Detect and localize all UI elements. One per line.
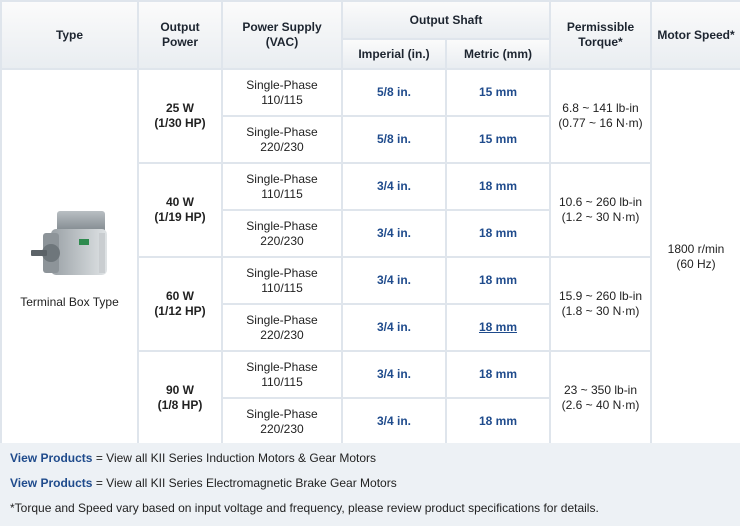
footer-row-brake: [10, 476, 397, 490]
imperial-cell: 3/4 in.: [342, 257, 446, 304]
supply-cell: Single-Phase 220/230: [222, 398, 342, 445]
header-power-supply: Power Supply (VAC): [222, 1, 342, 69]
metric-cell-link[interactable]: 18 mm: [446, 304, 550, 351]
footer: [0, 443, 740, 526]
torque-cell: 6.8 ~ 141 lb-in (0.77 ~ 16 N·m): [550, 69, 651, 163]
view-products-brake-link[interactable]: View Products: [10, 476, 93, 490]
power-cell-40w: 40 W (1/19 HP): [138, 163, 222, 257]
header-speed: Motor Speed*: [651, 1, 740, 69]
supply-cell: Single-Phase 220/230: [222, 304, 342, 351]
header-output-power: Output Power: [138, 1, 222, 69]
header-output-shaft: Output Shaft: [342, 1, 550, 39]
header-torque: Permissible Torque*: [550, 1, 651, 69]
supply-cell: Single-Phase 220/230: [222, 116, 342, 163]
supply-cell: Single-Phase 110/115: [222, 163, 342, 210]
footer-text: = View all KII Series Electromagnetic Brake Gear Motors: [92, 476, 397, 490]
torque-cell: 10.6 ~ 260 lb-in (1.2 ~ 30 N·m): [550, 163, 651, 257]
header-type: Type: [1, 1, 138, 69]
imperial-cell: 5/8 in.: [342, 116, 446, 163]
metric-cell: 15 mm: [446, 116, 550, 163]
imperial-cell: 3/4 in.: [342, 163, 446, 210]
imperial-cell: 3/4 in.: [342, 351, 446, 398]
imperial-cell: 3/4 in.: [342, 304, 446, 351]
speed-cell: 1800 r/min (60 Hz): [651, 69, 740, 445]
type-label: Terminal Box Type: [20, 294, 119, 309]
metric-cell: 18 mm: [446, 163, 550, 210]
metric-cell: 18 mm: [446, 210, 550, 257]
power-cell-90w: 90 W (1/8 HP): [138, 351, 222, 445]
footnote: *Torque and Speed vary based on input voltage and frequency, please review product specifications for details.: [10, 501, 599, 515]
header-metric: Metric (mm): [446, 39, 550, 69]
power-cell-25w: 25 W (1/30 HP): [138, 69, 222, 163]
metric-cell: 18 mm: [446, 351, 550, 398]
gear-motor-image: [29, 205, 111, 289]
imperial-cell: 5/8 in.: [342, 69, 446, 116]
supply-cell: Single-Phase 110/115: [222, 351, 342, 398]
metric-cell: 15 mm: [446, 69, 550, 116]
imperial-cell: 3/4 in.: [342, 398, 446, 445]
power-cell-60w: 60 W (1/12 HP): [138, 257, 222, 351]
supply-cell: Single-Phase 110/115: [222, 69, 342, 116]
footer-row-induction: [10, 451, 376, 465]
torque-cell: 15.9 ~ 260 lb-in (1.8 ~ 30 N·m): [550, 257, 651, 351]
type-cell: [1, 69, 138, 445]
metric-cell: 18 mm: [446, 257, 550, 304]
view-products-induction-link[interactable]: View Products: [10, 451, 93, 465]
header-imperial: Imperial (in.): [342, 39, 446, 69]
supply-cell: Single-Phase 110/115: [222, 257, 342, 304]
imperial-cell: 3/4 in.: [342, 210, 446, 257]
metric-cell: 18 mm: [446, 398, 550, 445]
torque-cell: 23 ~ 350 lb-in (2.6 ~ 40 N·m): [550, 351, 651, 445]
supply-cell: Single-Phase 220/230: [222, 210, 342, 257]
footer-text: = View all KII Series Induction Motors & Gear Motors: [92, 451, 377, 465]
